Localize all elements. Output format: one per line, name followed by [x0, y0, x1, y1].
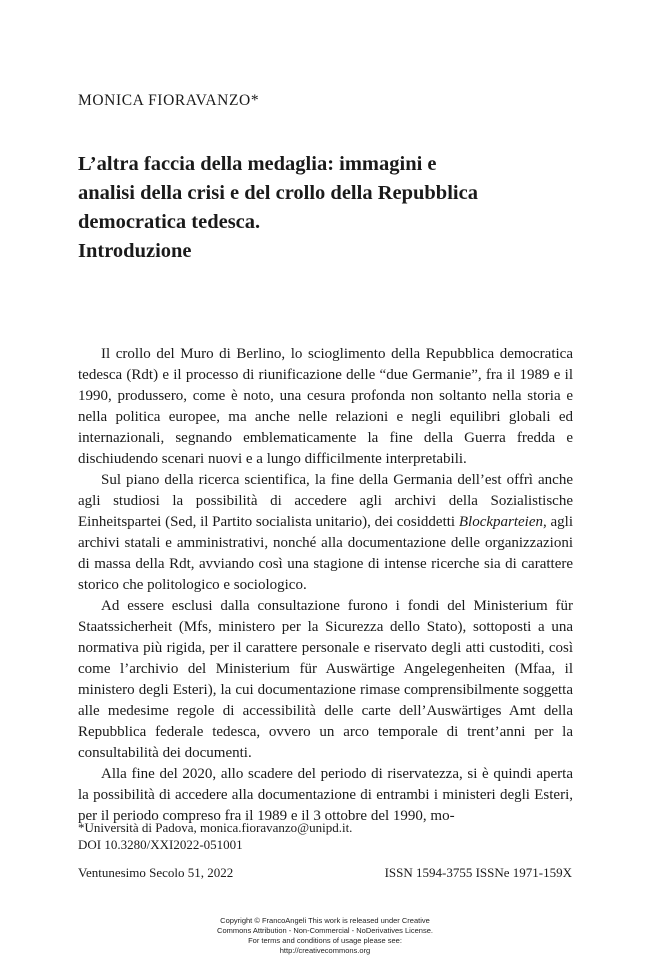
title-line: L’altra faccia della medaglia: immagini e	[78, 153, 437, 175]
title-line: analisi della crisi e del crollo della Repubblica	[78, 182, 478, 204]
license-link[interactable]: http://creativecommons.org	[279, 946, 371, 955]
body-paragraph: Alla fine del 2020, allo scadere del periodo di riservatezza, si è quindi aperta la possibilità di accedere alla documentazione di entrambi i ministeri degli Esteri, per il periodo compreso fra il 1989 e il 3 ottobre del 1990, mo-	[78, 766, 573, 824]
issn: ISSN 1594-3755 ISSNe 1971-159X	[384, 865, 572, 880]
paragraph-text: Sul piano della ricerca scientifica, la fine della Germania dell’est offrì anche agli studiosi la possibilità di accedere agli archivi della Sozialistische Einheitspartei (Sed, il Partito socialista unitario), dei cosiddetti	[78, 472, 573, 530]
license-line: Commons Attribution - Non-Commercial - NoDerivatives License.	[217, 926, 433, 935]
italic-term: Blockparteien	[458, 514, 543, 530]
footnote	[78, 819, 352, 853]
body-paragraph: Il crollo del Muro di Berlino, lo scioglimento della Repubblica democratica tedesca (Rdt) e il processo di riunificazione delle “due Germanie”, fra il 1989 e il 1990, produssero, come è noto, una cesura profonda non soltanto nella storia e nella politica europee, ma anche nelle relazioni e negli equilibri globali ed internazionali, segnando emblematicamente la fine della Guerra fredda e dischiudendo scenari nuovi e a lungo difficilmente interpretabili.	[78, 346, 573, 467]
journal-citation: Ventunesimo Secolo 51, 2022	[78, 865, 234, 880]
license-line: Copyright © FrancoAngeli This work is released under Creative	[220, 916, 430, 925]
article-body	[78, 344, 573, 827]
paragraph-text: , agli archivi statali e amministrativi, nonché alla documentazione delle organizzazioni di massa della Rdt, avviando così una stagione di intense ricerche sia di carattere storico che politologico e sociologico.	[78, 514, 574, 593]
title-line: democratica tedesca.	[78, 211, 261, 233]
title-line: Introduzione	[78, 240, 192, 262]
doi: DOI 10.3280/XXI2022-051001	[78, 837, 243, 852]
body-paragraph: Ad essere esclusi dalla consultazione furono i fondi del Ministerium für Staatssicherheit (Mfs, ministero per la Sicurezza dello Stato), sottoposti a una normativa più rigida, per il carattere personale e riservato degli atti custoditi, così come l’archivio del Ministerium für Auswärtige Angelegenheiten (Mfaa, il ministero degli Esteri), la cui documentazione rimase comprensibilmente soggetta alle medesime regole di accessibilità delle carte dell’Auswärtiges Amt della Repubblica federale tedesca, ovvero un arco temporale di trent’anni per la consultabilità dei documenti.	[78, 598, 573, 761]
body-paragraph	[78, 470, 573, 596]
article-title	[78, 150, 578, 266]
author-affiliation: *Università di Padova, monica.fioravanzo@unipd.it.	[78, 820, 353, 835]
license-line: For terms and conditions of usage please see:	[248, 936, 402, 945]
license-notice	[0, 916, 650, 956]
author-name: MONICA FIORAVANZO*	[78, 92, 260, 109]
